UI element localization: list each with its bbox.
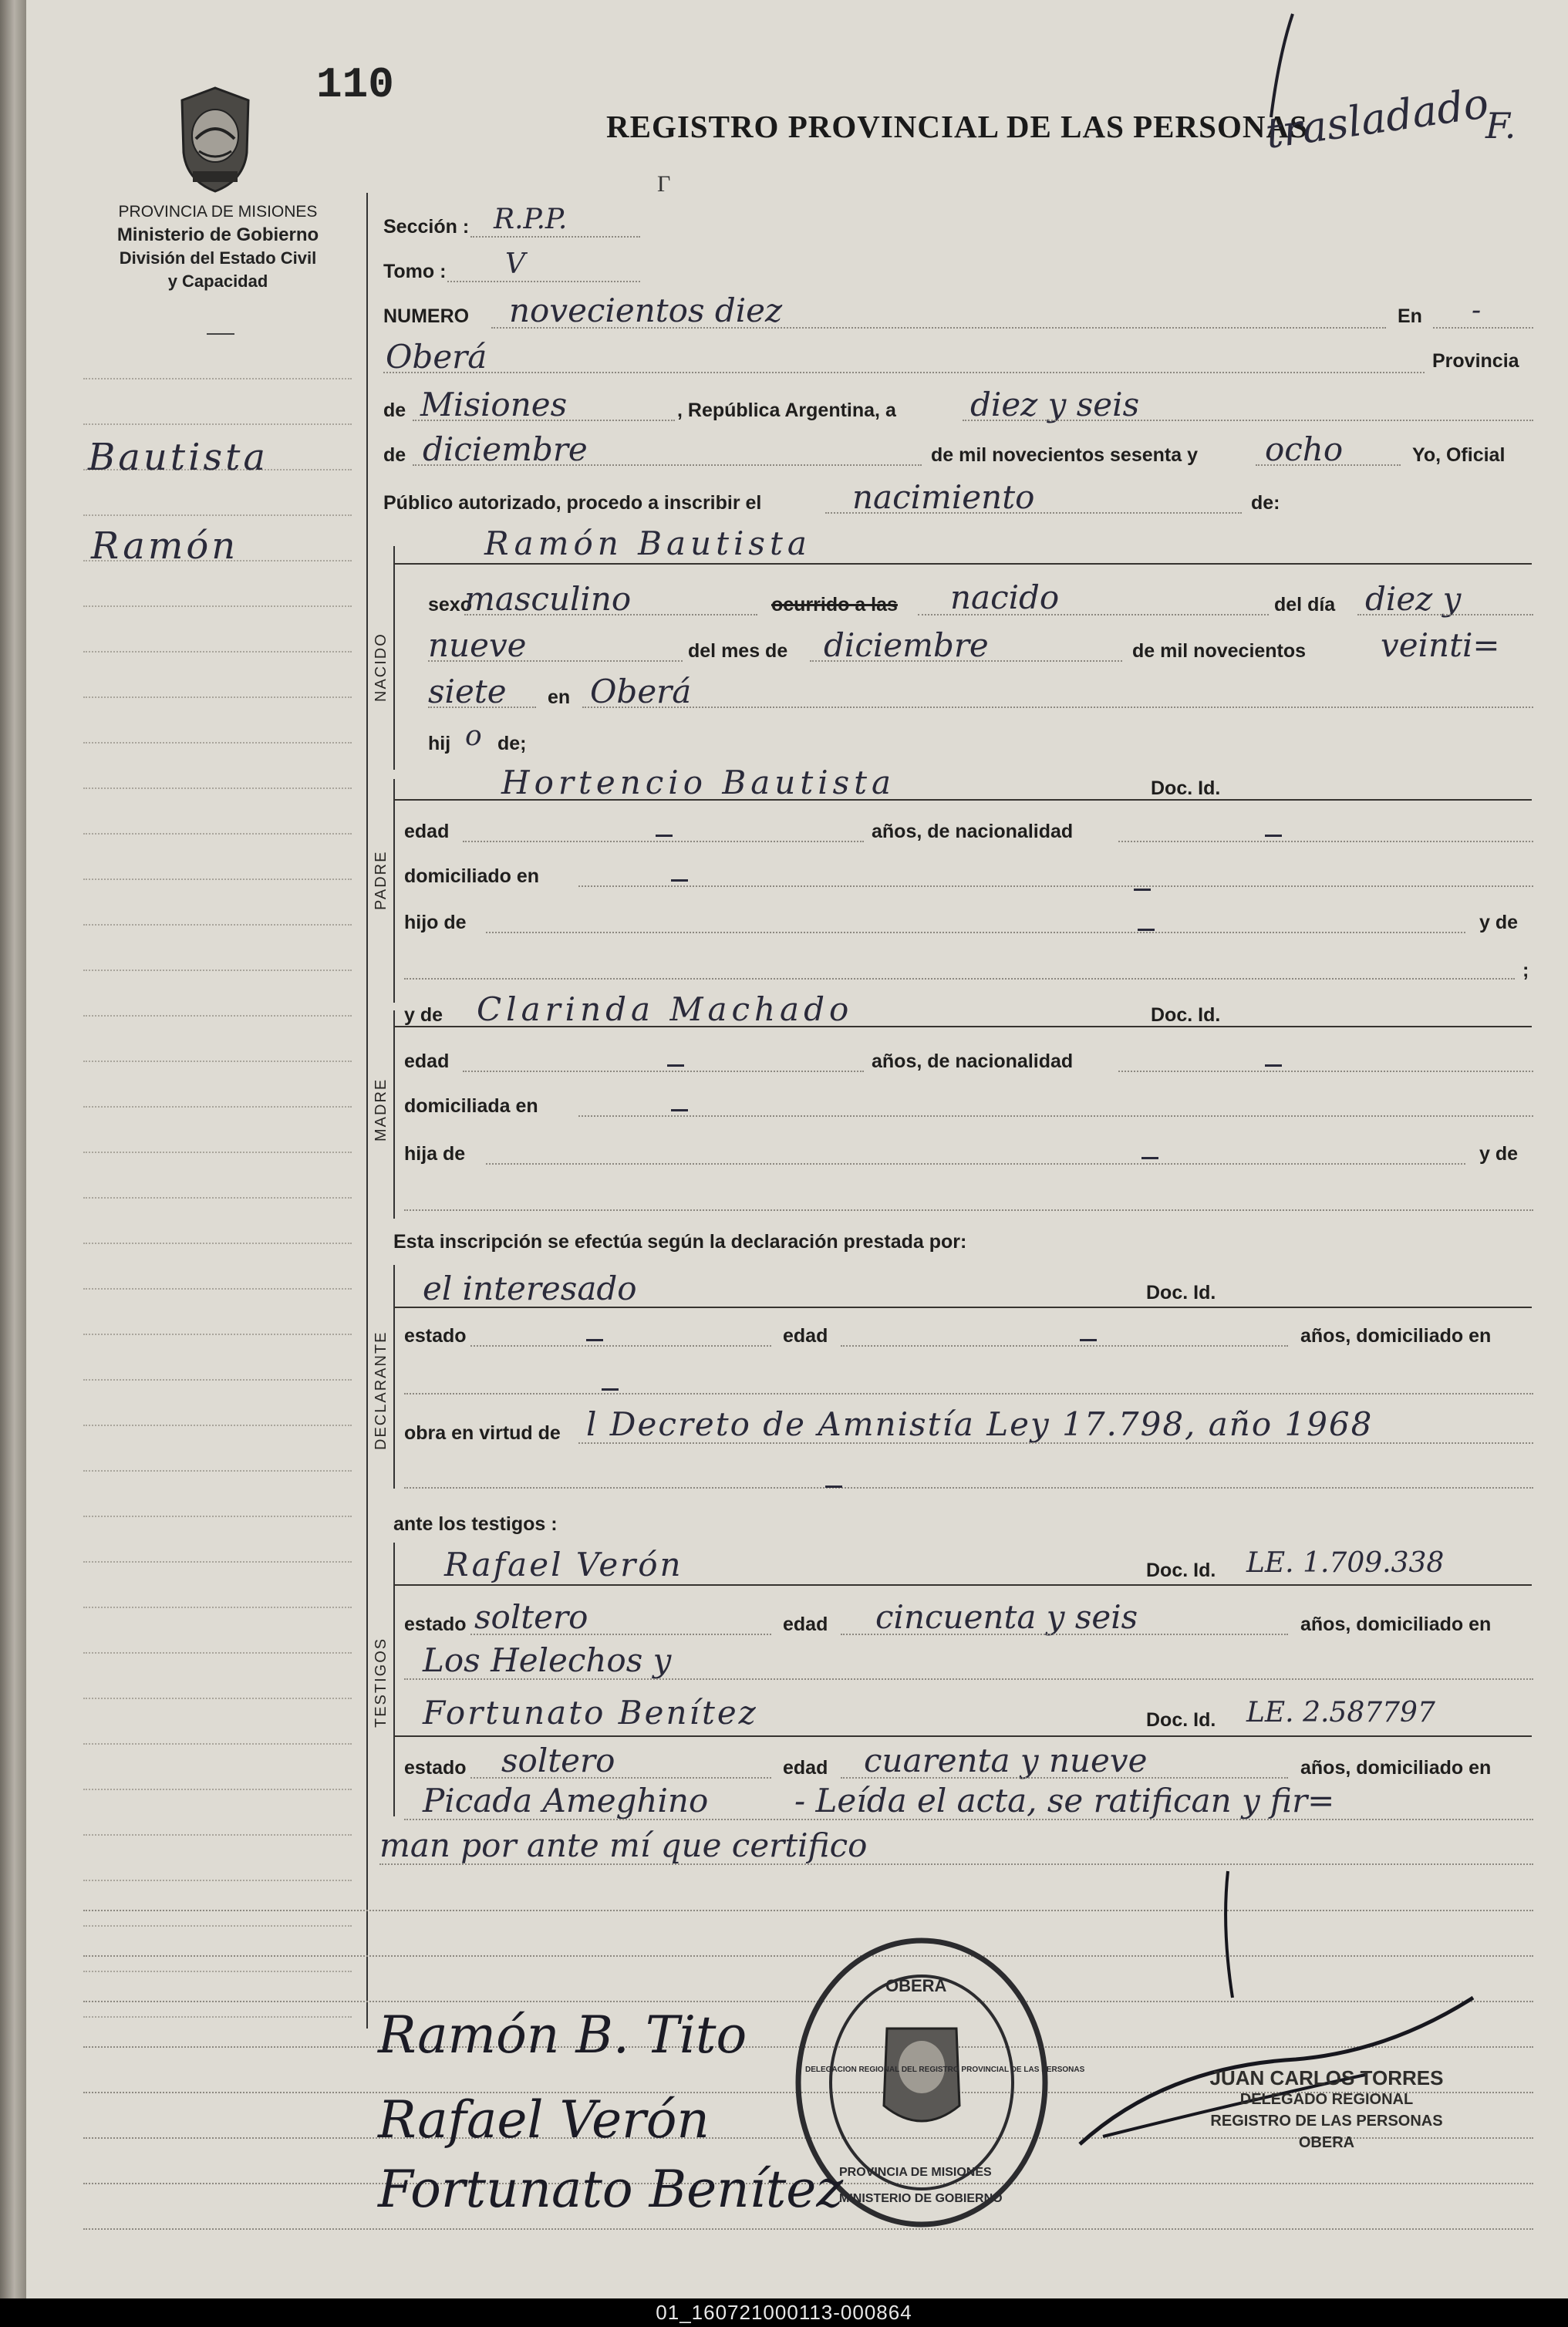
dia-cont-line [428,660,683,662]
testigo2-doc-label: Doc. Id. [1146,1709,1216,1731]
obra-cont-line [404,1487,1533,1489]
madre-name-line [393,1026,1532,1027]
mil-label: de mil novecientos sesenta y [931,444,1198,466]
seccion-line [470,236,640,238]
testigo1-domicilio: Los Helechos y [423,1641,672,1679]
seal-province: PROVINCIA DE MISIONES [839,2166,992,2179]
hijo-de-label: de; [497,733,527,754]
madre-edad-blank [667,1064,684,1067]
del-dia-label: del día [1274,594,1336,615]
obra-value: l Decreto de Amnistía Ley 17.798, año 1968 [586,1405,1374,1443]
testigo2-estado-label: estado [404,1757,467,1779]
tomo-value: V [505,248,525,280]
margin-ruled-line [83,1197,352,1199]
margin-ruled-line [83,742,352,744]
padre-bracket [393,779,395,1003]
padre-domicilio-label: domiciliado en [404,865,540,887]
padre-edad-line [463,841,864,842]
declarante-doc-label: Doc. Id. [1146,1282,1216,1303]
margin-ruled-line [83,1425,352,1426]
testigo2-estado-line [470,1777,771,1779]
numero-value: novecientos diez [509,292,783,329]
en-line [1433,327,1533,329]
margin-ruled-line [83,651,352,653]
acto-line [825,512,1242,514]
testigo1-name: Rafael Verón [444,1546,683,1583]
madre-domicilio-line [578,1115,1533,1117]
provincial-crest-icon [176,85,255,194]
padre-semicolon: ; [1522,959,1529,981]
declarante-edad-blank [1080,1339,1097,1341]
obra-label: obra en virtud de [404,1422,561,1444]
tick-mark: Г [657,171,671,197]
madre-edad-line [463,1071,864,1072]
testigo1-estado-line [470,1634,771,1635]
nacido-value: nacido [950,578,1060,616]
numero-line [491,327,1386,329]
anio-line [1256,464,1401,466]
testigo2-dom-line [404,1819,1533,1820]
ocurrido-struck: ocurrido a las [771,594,898,615]
official-name: JUAN CARLOS TORRES [1209,2066,1444,2089]
seccion-label: Sección : [383,216,470,238]
margin-ruled-line [83,1834,352,1836]
official-city: OBERA [1298,2134,1355,2151]
sexo-line [464,614,757,615]
madre-section-label: MADRE [373,1078,389,1142]
madre-y-de-label-2: y de [1479,1143,1519,1165]
declarante-dom-blank [602,1388,619,1391]
signature-witness-1: Rafael Verón [378,2090,710,2150]
margin-ruled-line [83,1789,352,1790]
nacido-dia-cont: nueve [428,626,527,664]
margin-ruled-line [83,1880,352,1881]
agency-ministry: Ministerio de Gobierno [116,224,319,245]
trasladado-annotation: trasladado [1263,79,1492,158]
book-spine [0,0,26,2298]
de-label-2: de [383,444,406,466]
margin-ruled-line [83,924,352,926]
madre-nac-line [1118,1071,1533,1072]
padre-hijo-de-label: hijo de [404,912,467,933]
margin-ruled-line [83,1106,352,1108]
annotation-mark: F. [1485,105,1516,147]
nacido-name-line [393,563,1532,565]
madre-nac-blank [1265,1064,1282,1067]
madre-anios-label: años, de nacionalidad [872,1051,1074,1072]
anio-value: ocho [1265,430,1344,468]
annotation-bracket [1248,9,1302,125]
folio-number: 110 [316,60,394,110]
nacido-name: Ramón Bautista [484,524,811,562]
margin-ruled-line [83,1470,352,1472]
declarante-name: el interesado [423,1270,637,1307]
madre-cont-line [404,1209,1533,1211]
publico-label: Público autorizado, procedo a inscribir el [383,492,762,514]
margin-ruled-line [83,1061,352,1062]
official-title: DELEGADO REGIONAL [1239,2091,1414,2108]
tomo-line [447,281,640,282]
margin-ruled-line [83,1288,352,1290]
nacido-mes: diciembre [824,626,989,664]
margin-ruled-line [83,1925,352,1927]
padre-edad-blank [656,835,673,837]
padre-nac-blank [1265,835,1282,837]
padre-name: Hortencio Bautista [501,764,896,801]
padre-anios-label: años, de nacionalidad [872,821,1074,842]
nacido-lugar-line [582,707,1533,708]
testigo1-dom-line [404,1678,1533,1680]
margin-ruled-line [83,1516,352,1517]
margin-ruled-line [83,833,352,835]
de-label: de [383,400,406,421]
testigo2-edad-line [841,1777,1288,1779]
margin-ruled-line [83,2016,352,2018]
declarante-edad-line [841,1345,1288,1347]
yo-oficial-label: Yo, Oficial [1412,444,1506,466]
nacido-anio-cont: siete [428,673,507,710]
madre-doc-label: Doc. Id. [1151,1004,1221,1026]
en-value: - [1472,295,1482,326]
acto-value: nacimiento [852,478,1035,516]
image-identifier: 01_160721000113-000864 [656,2301,912,2324]
margin-given-name: Ramón [91,524,239,568]
nacido-lugar: Oberá [590,673,692,710]
testigo1-edad-label: edad [783,1614,828,1635]
testigo2-name: Fortunato Benítez [423,1694,758,1732]
declarante-dom-line [404,1393,1533,1395]
provincia-line [413,420,675,421]
padre-nac-line [1118,841,1533,842]
margin-ruled-line [83,787,352,789]
declarante-edad-label: edad [783,1325,828,1347]
provincia-label: Provincia [1432,350,1519,372]
margin-ruled-line [83,1152,352,1153]
dia-line [963,420,1533,421]
declarante-anios-label: años, domiciliado en [1300,1325,1492,1347]
anio-cont-line [428,707,536,708]
de-colon-label: de: [1251,492,1280,514]
declarante-estado-blank [586,1339,603,1341]
declarante-name-line [393,1307,1532,1308]
madre-y-de-label: y de [404,1004,443,1026]
testigos-section-label: TESTIGOS [373,1637,389,1728]
margin-ruled-line [83,1015,352,1017]
padre-edad-label: edad [404,821,450,842]
margin-ruled-line [83,1561,352,1563]
agency-province: PROVINCIA DE MISIONES [118,203,318,221]
nacido-section-label: NACIDO [373,632,389,702]
margin-ruled-line [83,1698,352,1699]
padre-domicilio-line [578,885,1533,887]
testigos-intro: ante los testigos : [393,1513,558,1535]
obra-line [578,1442,1533,1444]
madre-hija-de-label: hija de [404,1143,466,1165]
padre-hijo-de-line [486,932,1465,933]
seal-outer-text: DELEGACION REGIONAL DEL REGISTRO PROVINCIAL DE LAS PERSONAS [805,2066,1085,2074]
nacido-anio: veinti= [1381,626,1500,664]
padre-name-line [393,799,1532,801]
sexo-value: masculino [464,580,632,618]
agency-underline [207,333,234,335]
nacido-dia: diez y [1365,580,1462,618]
official-office: REGISTRO DE LAS PERSONAS [1210,2113,1443,2130]
margin-ruled-line [83,696,352,698]
en-label: En [1398,305,1422,327]
signature-registrant: Ramón B. Tito [378,2005,747,2065]
sexo-label: sexo [428,594,472,615]
dia-value: diez y seis [970,386,1140,423]
lugar-value: Oberá [386,338,487,376]
seal-ministry: MINISTERIO DE GOBIERNO [839,2192,1003,2205]
agency-capacity: y Capacidad [167,271,268,291]
padre-section-label: PADRE [373,850,389,910]
lugar-line [383,372,1425,373]
nacido-mil-label: de mil novecientos [1132,640,1307,662]
margin-ruled-line [83,1334,352,1335]
margin-ruled-line [83,378,352,379]
closing-line [379,1863,1533,1865]
declarante-intro: Esta inscripción se efectúa según la declaración prestada por: [393,1231,967,1253]
padre-y-de-label: y de [1479,912,1519,933]
testigo1-estado-label: estado [404,1614,467,1635]
hijo-suffix: o [465,720,482,752]
republica-label: , República Argentina, a [677,400,896,421]
margin-ruled-line [83,605,352,607]
testigo1-anios-label: años, domiciliado en [1300,1614,1492,1635]
margin-divider [366,193,368,2029]
testigo2-edad: cuarenta y nueve [864,1742,1148,1779]
padre-dom-blank-1 [671,879,688,882]
del-mes-label: del mes de [688,640,788,662]
declarante-estado-line [470,1345,771,1347]
declarante-estado-label: estado [404,1325,467,1347]
nacido-en-label: en [548,686,571,708]
madre-name: Clarinda Machado [477,990,854,1028]
numero-label: NUMERO [383,305,470,327]
testigo2-edad-label: edad [783,1757,828,1779]
closing-line-a: - Leída el acta, se ratifican y fir= [794,1782,1335,1819]
madre-hija-blank [1141,1157,1158,1159]
obra-cont-blank [825,1486,842,1488]
margin-ruled-line [83,1379,352,1381]
agency-block [73,201,362,293]
testigo2-estado: soltero [501,1742,615,1779]
closing-line-b: man por ante mí que certifico [379,1826,868,1864]
testigo2-anios-label: años, domiciliado en [1300,1757,1492,1779]
hijo-label: hij [428,733,451,754]
mes-line [413,464,922,466]
margin-ruled-line [83,1743,352,1745]
madre-bracket [393,1010,395,1219]
mes-value: diciembre [423,430,588,468]
agency-division: División del Estado Civil [119,248,317,268]
official-stamp [1141,2067,1512,2153]
testigo1-estado: soltero [474,1598,588,1636]
madre-dom-blank [671,1109,688,1111]
nacido-dia-line [1357,614,1533,615]
padre-cont-line [404,978,1515,980]
seccion-value: R.P.P. [494,204,568,235]
signature-witness-2: Fortunato Benítez [378,2160,844,2219]
margin-ruled-line [83,514,352,516]
padre-dom-blank-2 [1134,889,1151,891]
declarante-bracket [393,1265,395,1489]
testigo1-doc-value: LE. 1.709.338 [1246,1547,1445,1579]
margin-ruled-line [83,1243,352,1244]
padre-hijo-blank [1138,929,1155,931]
provincia-value: Misiones [420,386,568,423]
registry-title: REGISTRO PROVINCIAL DE LAS PERSONAS [606,109,1308,144]
madre-hija-de-line [486,1163,1465,1165]
margin-surname: Bautista [88,436,268,479]
margin-ruled-line [83,1607,352,1608]
nacido-bracket [393,546,395,770]
testigo2-name-line [393,1735,1532,1737]
margin-ruled-line [83,1971,352,1972]
nacido-mes-line [810,660,1122,662]
nacido-line [918,614,1269,615]
testigo2-doc-value: LE. 2.587797 [1246,1697,1435,1728]
margin-ruled-line [83,879,352,880]
margin-ruled-line [83,423,352,425]
testigo2-domicilio: Picada Ameghino [423,1782,709,1819]
testigo1-name-line [393,1584,1532,1586]
testigo1-edad-line [841,1634,1288,1635]
testigo1-doc-label: Doc. Id. [1146,1560,1216,1581]
tomo-label: Tomo : [383,261,447,282]
declarante-section-label: DECLARANTE [373,1330,389,1450]
margin-ruled-line [83,1652,352,1654]
madre-domicilio-label: domiciliada en [404,1095,538,1117]
testigo1-edad: cincuenta y seis [875,1598,1138,1636]
lower-ruled-line [83,1910,1533,1911]
madre-edad-label: edad [404,1051,450,1072]
seal-city: OBERA [885,1976,947,1995]
padre-doc-label: Doc. Id. [1151,777,1221,799]
margin-ruled-line [83,970,352,971]
